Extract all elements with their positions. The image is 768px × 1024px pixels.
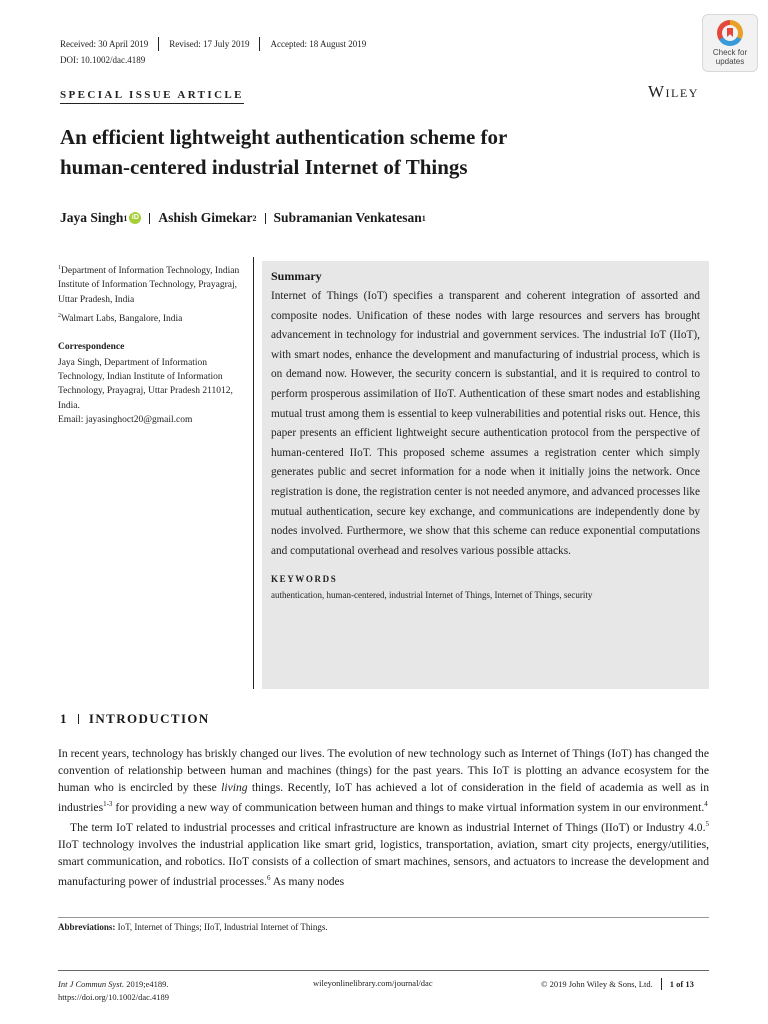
article-type: SPECIAL ISSUE ARTICLE (60, 89, 244, 104)
abbreviations-note: Abbreviations: IoT, Internet of Things; IIoT, Industrial Internet of Things. (58, 922, 328, 932)
paragraph: The term IoT related to industrial processes and critical infrastructure are known as industrial Internet of Things (IIoT) or Industry 4.0.$^5$ IIoT technology involves the industrial application like smart grid, logistics, transportation, aviation, smart city projects, energy/utilities, smart communication, and robotics. IIoT consists of a collection of smart machines, sensors, and actuators to increase the development and manufacturing power of industrial processes.$^6$ As many nodes (58, 819, 709, 888)
affiliation: $^1$Department of Information Technology, Indian Institute of Information Technology, Prayagraj, Uttar Pradesh, India (58, 265, 240, 305)
author-list: Jaya Singh 1 iD Ashish Gimekar 2 Subramanian Venkatesan 1 (60, 210, 426, 225)
publisher-logo: Wiley (648, 82, 699, 101)
divider (259, 37, 260, 51)
badge-label: Check for updates (712, 48, 748, 66)
author-name[interactable]: Jaya Singh (60, 210, 124, 225)
citation-link[interactable]: 6 (266, 873, 271, 882)
paragraph: In recent years, technology has briskly changed our lives. The evolution of new technology such as Internet of Things (IoT) has changed the convention of relationship between human and machines (things) for the past years. This IoT is plotting an advance ecosystem for the human who is encircled by these living things. Recently, IoT has achieved a lot of consideration in the field of academia as well as in industries$^{1-3}$ for providing a new way of communication between human and things to make virtual information system in our environment.$^4$ (58, 747, 709, 814)
abstract-text: Internet of Things (IoT) specifies a transparent and coherent integration of assorted and composite nodes. Unification of these nodes with large resources and servers has brought advancement in technology for industrial and government services. The industrial IoT (IIoT), with smart nodes, enhance the development and manufacturing of industrial process, which is on demand now. However, the security concern is substantial, and it is required to control to perform prosperous assimilation of IIoT. Authentication of these smart nodes and establishing mutual trust among them is essential to keep vulnerabilities and potential risks out. Hence, this paper presents an efficient lightweight secure authentication protocol from the perspective of human-centered IIoT. This proposed scheme assumes a registration center which simply generates public and secret information for a node when it initially joins the network. Once registration is done, the registration center is not needed anymore, and advanced processes like mutual authentication, secure key exchange, and communications are independently done by nodes involved. Furthermore, we show that this scheme can reduce exponential computations and computational overhead and resolves various possible attacks. (271, 290, 700, 557)
author-name[interactable]: Subramanian Venkatesan (273, 210, 422, 225)
summary-heading: Summary (271, 269, 322, 283)
section-title: INTRODUCTION (88, 711, 210, 726)
affiliation: $^2$Walmart Labs, Bangalore, India (58, 313, 183, 325)
journal-website-link[interactable]: wileyonlinelibrary.com/journal/dac (313, 978, 433, 988)
footer-doi-link[interactable]: https://doi.org/10.1002/dac.4189 (58, 992, 170, 1002)
footer-copyright: © 2019 John Wiley & Sons, Ltd. 1 of 13 (541, 979, 694, 989)
doi[interactable]: DOI: 10.1002/dac.4189 (60, 55, 146, 65)
section-heading (60, 711, 210, 727)
divider (158, 37, 159, 51)
keywords-list: authentication, human-centered, industrial Internet of Things, Internet of Things, security (271, 590, 593, 601)
affiliations-column (58, 261, 246, 429)
author-name[interactable]: Ashish Gimekar (158, 210, 253, 225)
paper-title: An efficient lightweight authentication scheme for human-centered industrial Internet of Things (60, 125, 508, 179)
publication-dates (60, 37, 366, 51)
received-date: Received: 30 April 2019 (60, 39, 149, 49)
footer-divider (58, 970, 709, 971)
keywords-heading: KEYWORDS (271, 574, 338, 585)
introduction-body (58, 745, 709, 890)
correspondence-text: Jaya Singh, Department of Information Technology, Indian Institute of Information Technology, Prayagraj, Uttar Pradesh 211012, India. Email: jayasinghoct20@gmail.com (58, 357, 233, 425)
summary-box (262, 261, 709, 689)
citation-link[interactable]: 5 (705, 819, 709, 828)
footnote-divider (58, 917, 709, 918)
citation-link[interactable]: 4 (704, 800, 708, 808)
orcid-icon[interactable]: iD (129, 212, 141, 224)
page-number: 1 of 13 (669, 979, 694, 989)
column-divider (253, 257, 254, 689)
crossmark-icon (717, 20, 743, 46)
correspondence-heading: Correspondence (58, 341, 125, 352)
footer-citation: Int J Commun Syst. 2019;e4189. https://doi.org/10.1002/dac.4189 (58, 979, 170, 1002)
section-number: 1 (60, 711, 68, 726)
citation-link[interactable]: 1-3 (103, 800, 113, 808)
check-for-updates-badge[interactable] (702, 14, 758, 72)
revised-date: Revised: 17 July 2019 (169, 39, 250, 49)
accepted-date: Accepted: 18 August 2019 (270, 39, 367, 49)
correspondence-email[interactable]: Email: jayasinghoct20@gmail.com (58, 414, 193, 425)
